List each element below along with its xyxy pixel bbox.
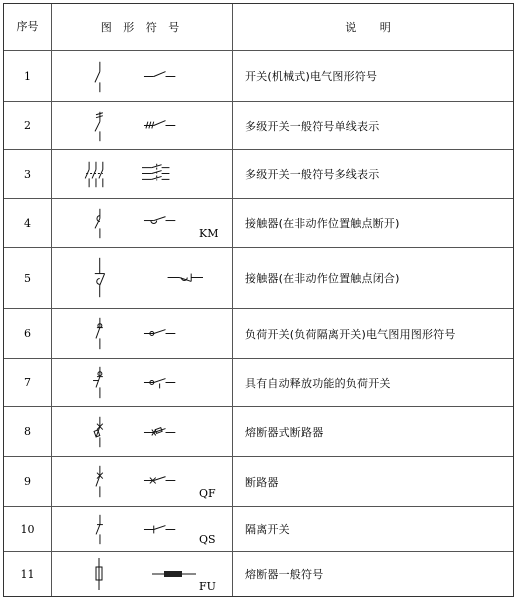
table-row bbox=[4, 407, 513, 457]
table-row bbox=[4, 359, 513, 407]
symbol-cell bbox=[52, 309, 233, 358]
symbol-cell bbox=[52, 507, 233, 551]
row-description: 接触器(在非动作位置触点断开) bbox=[245, 217, 400, 230]
load-switch-symbol bbox=[52, 309, 233, 358]
auto-release-load-switch-symbol bbox=[52, 359, 233, 406]
multipole-switch-single-line-symbol bbox=[52, 102, 233, 149]
table-row bbox=[4, 552, 513, 596]
device-code-label: QS bbox=[199, 533, 216, 546]
row-number: 8 bbox=[4, 407, 52, 456]
row-description: 隔离开关 bbox=[245, 523, 290, 536]
row-number: 1 bbox=[4, 51, 52, 101]
row-description: 多级开关一般符号单线表示 bbox=[245, 119, 380, 133]
row-description: 多级开关一般符号多线表示 bbox=[245, 168, 380, 181]
row-description: 接触器(在非动作位置触点闭合) bbox=[245, 272, 400, 285]
symbol-cell bbox=[52, 248, 233, 308]
symbol-cell bbox=[52, 150, 233, 198]
row-description: 熔断器一般符号 bbox=[245, 568, 324, 581]
table-header-row bbox=[4, 4, 513, 51]
row-number: 10 bbox=[4, 507, 52, 551]
row-number: 11 bbox=[4, 552, 52, 596]
row-number: 5 bbox=[4, 248, 52, 308]
header-symbol: 图 形 符 号 bbox=[52, 4, 233, 50]
symbol-cell bbox=[52, 51, 233, 101]
header-description: 说 明 bbox=[345, 21, 401, 34]
row-number: 6 bbox=[4, 309, 52, 358]
row-number: 9 bbox=[4, 457, 52, 506]
table-row bbox=[4, 51, 513, 102]
symbol-cell bbox=[52, 407, 233, 456]
row-description: 开关(机械式)电气图形符号 bbox=[245, 70, 378, 83]
symbol-cell bbox=[52, 457, 233, 506]
symbol-cell bbox=[52, 552, 233, 596]
table-row bbox=[4, 457, 513, 507]
row-description: 断路器 bbox=[245, 475, 279, 489]
row-number: 7 bbox=[4, 359, 52, 406]
table-row bbox=[4, 150, 513, 199]
row-number: 2 bbox=[4, 102, 52, 149]
device-code-label: KM bbox=[199, 227, 219, 240]
symbol-cell bbox=[52, 102, 233, 149]
contactor-nc-symbol bbox=[52, 248, 233, 308]
row-number: 4 bbox=[4, 199, 52, 247]
row-description: 熔断器式断路器 bbox=[245, 425, 324, 439]
device-code-label: FU bbox=[199, 580, 216, 593]
table-row bbox=[4, 248, 513, 309]
device-code-label: QF bbox=[199, 487, 216, 500]
table-row bbox=[4, 102, 513, 150]
row-description: 负荷开关(负荷隔离开关)电气图用图形符号 bbox=[245, 327, 456, 341]
table-row bbox=[4, 507, 513, 552]
symbol-cell bbox=[52, 359, 233, 406]
table-row bbox=[4, 199, 513, 248]
fuse-breaker-symbol bbox=[52, 407, 233, 456]
multipole-switch-multi-line-symbol bbox=[52, 150, 233, 198]
table-row bbox=[4, 309, 513, 359]
header-index: 序号 bbox=[4, 4, 52, 50]
symbol-table bbox=[3, 3, 514, 597]
row-description: 具有自动释放功能的负荷开关 bbox=[245, 376, 391, 390]
symbol-cell bbox=[52, 199, 233, 247]
switch-symbol bbox=[52, 51, 233, 101]
row-number: 3 bbox=[4, 150, 52, 198]
